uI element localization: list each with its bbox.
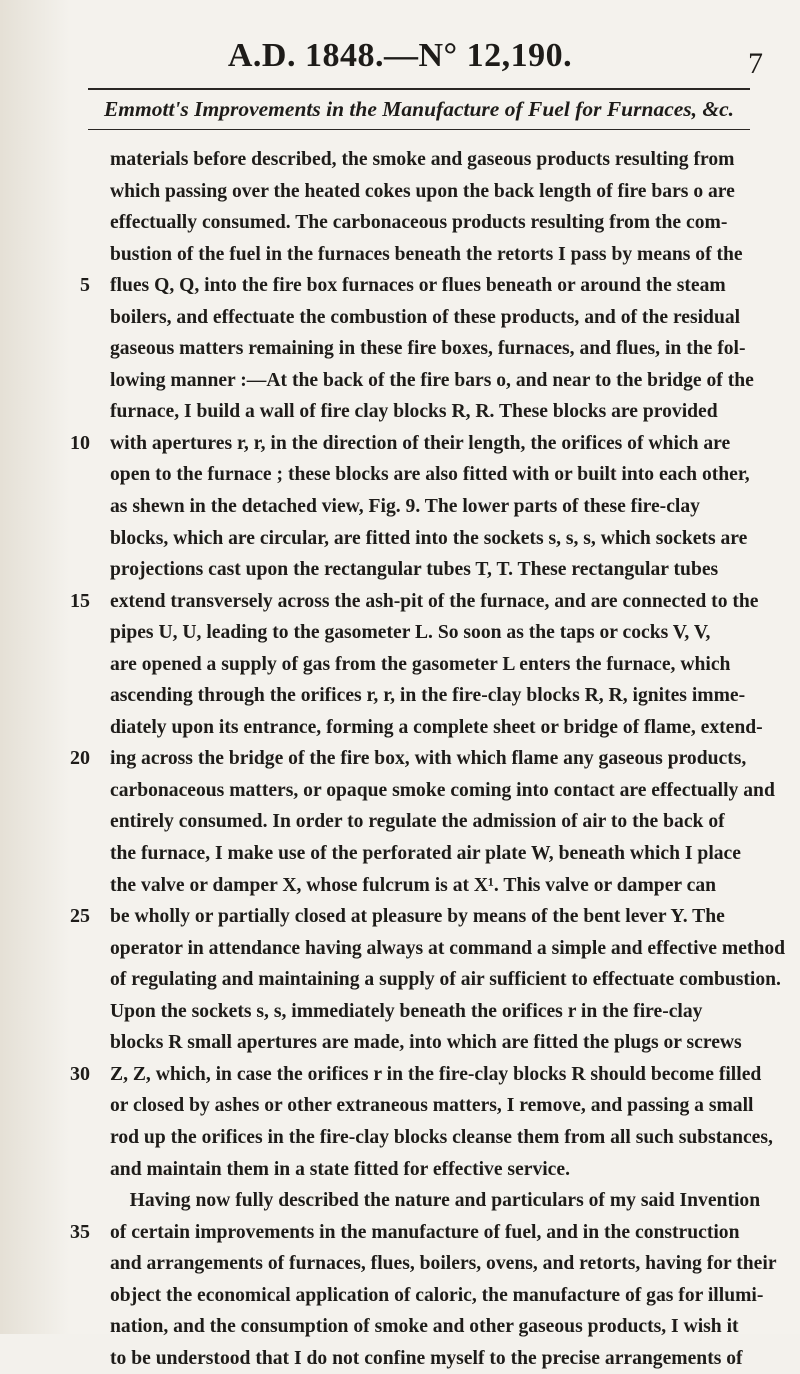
text-line — [110, 775, 775, 807]
text-line — [110, 523, 770, 555]
line-number: 25 — [70, 905, 90, 928]
line-text: Having now fully described the nature and particulars of my said Invention — [110, 1190, 761, 1212]
text-line — [110, 176, 770, 208]
line-text: open to the furnace ; these blocks are also fitted with or built into each other, — [110, 464, 750, 486]
line-text: projections cast upon the rectangular tubes T, T. These rectangular tubes — [110, 559, 719, 581]
text-line — [110, 1090, 770, 1122]
text-line — [70, 428, 770, 460]
text-line — [110, 1027, 770, 1059]
text-line — [110, 806, 770, 838]
line-text: are opened a supply of gas from the gasometer L enters the furnace, which — [110, 653, 731, 675]
line-text: and arrangements of furnaces, flues, boilers, ovens, and retorts, having for their — [110, 1253, 777, 1275]
text-line — [110, 1311, 770, 1343]
text-line — [110, 1343, 770, 1374]
line-text: operator in attendance having always at command a simple and effective method — [110, 937, 786, 959]
body-text — [70, 144, 786, 1374]
text-line — [110, 617, 770, 649]
line-text: blocks, which are circular, are fitted into the sockets s, s, s, which sockets are — [110, 527, 748, 549]
line-text: to be understood that I do not confine myself to the precise arrangements of — [110, 1347, 743, 1369]
text-line — [110, 302, 770, 334]
text-line — [110, 1185, 770, 1217]
text-line — [110, 712, 770, 744]
text-line — [110, 239, 770, 271]
text-line — [70, 743, 770, 775]
line-text: extend transversely across the ash-pit of the furnace, and are connected to the — [110, 590, 759, 612]
text-line — [110, 933, 786, 965]
line-text: of certain improvements in the manufacture of fuel, and in the construction — [110, 1221, 740, 1243]
text-line — [70, 901, 770, 933]
page-binding-shadow — [0, 0, 70, 1334]
line-text: ascending through the orifices r, r, in the fire-clay blocks R, R, ignites imme- — [110, 685, 746, 707]
header-rule-top — [88, 88, 750, 90]
line-text: entirely consumed. In order to regulate the admission of air to the back of — [110, 811, 725, 833]
line-text: with apertures r, r, in the direction of their length, the orifices of which are — [110, 432, 731, 454]
text-line — [110, 144, 770, 176]
page-number: 7 — [748, 47, 763, 80]
text-line — [110, 554, 770, 586]
text-line — [110, 1154, 770, 1186]
line-text: as shewn in the detached view, Fig. 9. The lower parts of these fire-clay — [110, 496, 700, 518]
text-line — [110, 491, 770, 523]
line-text: carbonaceous matters, or opaque smoke coming into contact are effectually and — [110, 779, 775, 801]
line-text: furnace, I build a wall of fire clay blocks R, R. These blocks are provided — [110, 401, 718, 423]
line-text: rod up the orifices in the fire-clay blocks cleanse them from all such substances, — [110, 1126, 773, 1148]
line-text: which passing over the heated cokes upon the back length of fire bars o are — [110, 180, 735, 202]
text-line — [110, 870, 770, 902]
text-line — [110, 207, 770, 239]
line-text: pipes U, U, leading to the gasometer L. So soon as the taps or cocks V, V, — [110, 622, 711, 644]
text-line — [70, 1059, 770, 1091]
text-line — [110, 680, 770, 712]
line-text: the furnace, I make use of the perforated air plate W, beneath which I place — [110, 843, 741, 865]
line-text: and maintain them in a state fitted for effective service. — [110, 1158, 570, 1180]
line-text: effectually consumed. The carbonaceous products resulting from the com- — [110, 212, 728, 234]
line-text: Z, Z, which, in case the orifices r in the fire-clay blocks R should become filled — [110, 1063, 762, 1085]
text-line — [110, 396, 770, 428]
text-line — [110, 365, 770, 397]
text-line — [110, 1248, 777, 1280]
line-text: nation, and the consumption of smoke and other gaseous products, I wish it — [110, 1316, 739, 1338]
text-line — [80, 270, 770, 302]
running-head: Emmott's Improvements in the Manufacture of Fuel for Furnaces, &c. — [103, 97, 735, 121]
text-line — [110, 1122, 773, 1154]
text-line — [70, 1217, 770, 1249]
line-text: flues Q, Q, into the fire box furnaces or flues beneath or around the steam — [110, 275, 726, 297]
page-header — [0, 36, 800, 82]
text-line — [110, 459, 770, 491]
header-rule-bottom — [88, 129, 750, 130]
line-number: 30 — [70, 1062, 90, 1085]
text-line — [110, 838, 770, 870]
line-number: 10 — [70, 431, 90, 454]
line-text: be wholly or partially closed at pleasure by means of the bent lever Y. The — [110, 906, 725, 928]
text-line — [70, 586, 770, 618]
line-number: 35 — [70, 1220, 90, 1243]
text-line — [110, 649, 770, 681]
line-number: 5 — [80, 274, 90, 297]
line-text: lowing manner :—At the back of the fire bars o, and near to the bridge of the — [110, 369, 754, 391]
line-text: boilers, and effectuate the combustion of these products, and of the residual — [110, 306, 741, 328]
line-text: materials before described, the smoke and gaseous products resulting from — [110, 149, 735, 170]
line-text: object the economical application of caloric, the manufacture of gas for illumi- — [110, 1284, 764, 1306]
line-text: blocks R small apertures are made, into which are fitted the plugs or screws — [110, 1032, 742, 1054]
line-text: of regulating and maintaining a supply of air sufficient to effectuate combustion. — [110, 969, 781, 991]
line-text: diately upon its entrance, forming a complete sheet or bridge of flame, extend- — [110, 716, 763, 738]
patent-title: A.D. 1848.—N° 12,190. — [227, 37, 573, 74]
line-text: the valve or damper X, whose fulcrum is at X¹. This valve or damper can — [110, 874, 717, 896]
line-text: ing across the bridge of the fire box, with which flame any gaseous products, — [110, 748, 747, 770]
line-text: or closed by ashes or other extraneous matters, I remove, and passing a small — [110, 1095, 754, 1117]
line-text: gaseous matters remaining in these fire boxes, furnaces, and flues, in the fol- — [110, 338, 746, 360]
line-text: Upon the sockets s, s, immediately beneath the orifices r in the fire-clay — [110, 1000, 703, 1022]
text-line — [110, 964, 781, 996]
text-line — [110, 333, 770, 365]
text-line — [110, 996, 770, 1028]
line-number: 15 — [70, 589, 90, 612]
line-number: 20 — [70, 747, 90, 770]
text-line — [110, 1280, 770, 1312]
line-text: bustion of the fuel in the furnaces beneath the retorts I pass by means of the — [110, 243, 743, 265]
